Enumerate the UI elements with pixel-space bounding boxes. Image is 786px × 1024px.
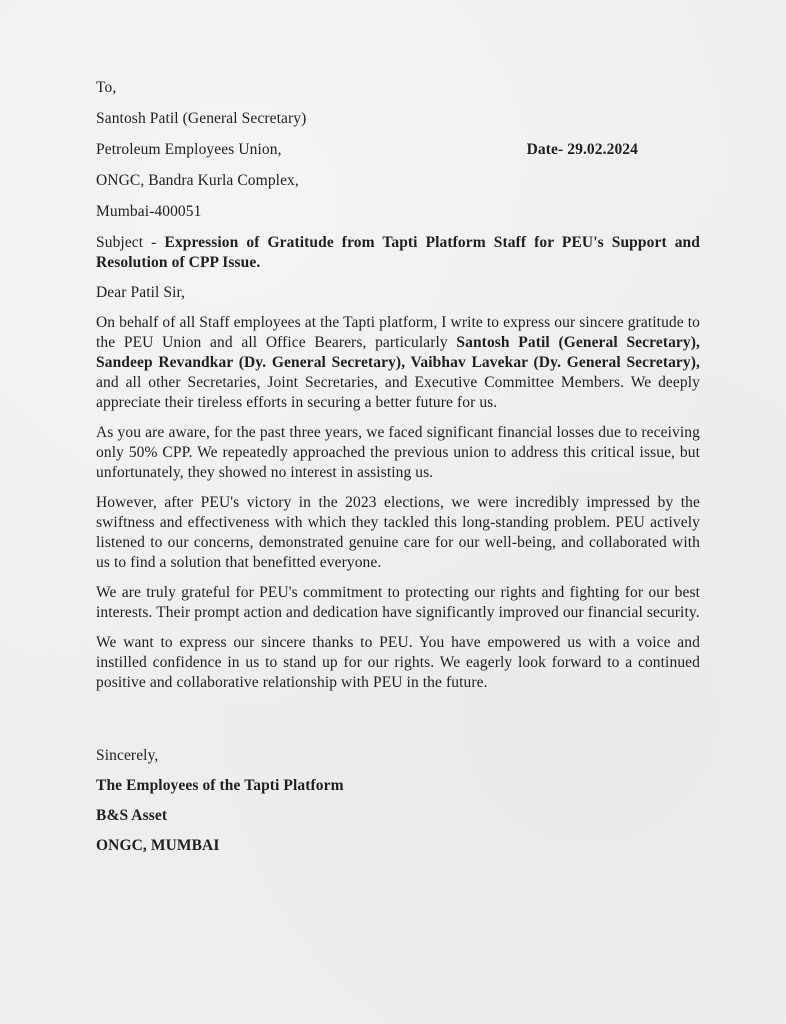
- greeting: Dear Patil Sir,: [96, 284, 186, 301]
- recipient-name: Santosh Patil (General Secretary): [96, 110, 307, 127]
- paragraph1-text-end: and all other Secretaries, Joint Secretaries, and Executive Committee Members. We deeply appreciate their tireless efforts in securing a better future for us.: [96, 374, 700, 411]
- body-paragraph-4: We are truly grateful for PEU's commitment to protecting our rights and fighting for our best interests. Their prompt action and dedication have significantly improved our financial security.: [96, 584, 700, 621]
- recipient-to: To,: [96, 79, 117, 96]
- letter-body: [96, 78, 700, 856]
- closing-asset: B&S Asset: [96, 807, 168, 824]
- subject-line: [96, 233, 700, 273]
- body-paragraph-1: [96, 313, 700, 413]
- subject-text: Expression of Gratitude from Tapti Platform Staff for PEU's Support and Resolution of CPP Issue.: [96, 234, 701, 271]
- body-paragraph-3: However, after PEU's victory in the 2023 elections, we were incredibly impressed by the swiftness and effectiveness with which they tackled this long-standing problem. PEU actively listened to our concerns, demonstrated genuine care for our well-being, and collaborated with us to find a solution that benefitted everyone.: [96, 494, 700, 571]
- recipient-address: ONGC, Bandra Kurla Complex,: [96, 172, 299, 189]
- recipient-union: Petroleum Employees Union,: [96, 141, 282, 158]
- paragraph1-text-start: On behalf of all Staff employees at the Tapti platform, I write to express our sincere gratitude to the PEU Union and all Office Bearers, particularly: [96, 314, 700, 351]
- body-paragraph-2: As you are aware, for the past three years, we faced significant financial losses due to receiving only 50% CPP. We repeatedly approached the previous union to address this critical issue, but unfortunately, they showed no interest in assisting us.: [96, 424, 700, 481]
- paragraph1-names-bold: Santosh Patil (General Secretary), Sandeep Revandkar (Dy. General Secretary), Vaibhav Lavekar (Dy. General Secretary),: [96, 334, 700, 371]
- recipient-city: Mumbai-400051: [96, 203, 202, 220]
- closing-sincerely: Sincerely,: [96, 747, 159, 764]
- closing-block: [96, 746, 700, 856]
- letter-date: Date- 29.02.2024: [526, 141, 638, 158]
- body-paragraph-5: We want to express our sincere thanks to PEU. You have empowered us with a voice and instilled confidence in us to stand up for our rights. We eagerly look forward to a continued positive and collaborative relationship with PEU in the future.: [96, 634, 700, 691]
- closing-signatory: The Employees of the Tapti Platform: [96, 777, 344, 794]
- subject-prefix: Subject -: [96, 234, 165, 251]
- closing-company: ONGC, MUMBAI: [96, 837, 220, 854]
- union-and-date-row: [96, 140, 700, 160]
